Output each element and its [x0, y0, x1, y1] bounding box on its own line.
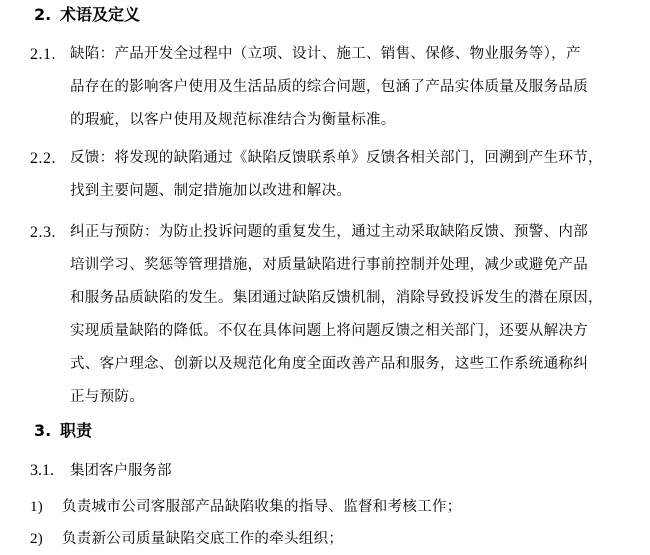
clause-line: 的瑕疵，以客户使用及规范标准结合为衡量标准。 [70, 112, 396, 128]
clause-2-2 [30, 142, 636, 208]
clause-line: 实现质量缺陷的降低。不仅在具体问题上将问题反馈之相关部门，还要从解决方 [70, 323, 588, 339]
section-title: 术语及定义 [60, 5, 141, 24]
clause-body [70, 216, 636, 414]
clause-line: 式、客户理念、创新以及规范化角度全面改善产品和服务，这些工作系统通称纠 [70, 356, 588, 372]
clause-line: 纠正与预防：为防止投诉问题的重复发生，通过主动采取缺陷反馈、预警、内部 [70, 224, 588, 240]
list-item [30, 529, 343, 549]
subsection-3-1 [30, 461, 172, 481]
clause-2-3 [30, 216, 636, 414]
section-heading-2 [34, 5, 140, 25]
clause-number: 2.3. [30, 224, 56, 241]
clause-line: 品存在的影响客户使用及生活品质的综合问题，包涵了产品实体质量及服务品质 [70, 79, 588, 95]
clause-line: 和服务品质缺陷的发生。集团通过缺陷反馈机制，消除导致投诉发生的潜在原因， [70, 290, 603, 306]
subsection-title: 集团客户服务部 [70, 463, 172, 479]
item-text: 负责新公司质量缺陷交底工作的牵头组织； [62, 531, 344, 547]
section-heading-3 [34, 421, 92, 441]
clause-number: 2.1. [30, 46, 56, 63]
clause-line: 反馈：将发现的缺陷通过《缺陷反馈联系单》反馈各相关部门，回溯到产生环节， [70, 150, 603, 166]
list-item [30, 497, 462, 517]
clause-line: 缺陷：产品开发全过程中（立项、设计、施工、销售、保修、物业服务等），产 [70, 46, 581, 62]
clause-line: 正与预防。 [70, 389, 144, 405]
clause-body [70, 38, 636, 137]
clause-number: 2.2. [30, 150, 56, 167]
section-title: 职责 [60, 421, 93, 440]
clause-line: 培训学习、奖惩等管理措施，对质量缺陷进行事前控制并处理，减少或避免产品 [70, 257, 588, 273]
section-number: 2. [34, 5, 52, 24]
section-number: 3. [34, 421, 52, 440]
clause-line: 找到主要问题、制定措施加以改进和解决。 [70, 183, 352, 199]
item-number: 2) [30, 531, 44, 547]
subsection-number: 3.1. [30, 462, 54, 479]
clause-2-1 [30, 38, 636, 137]
item-number: 1) [30, 499, 44, 515]
clause-body [70, 142, 636, 208]
item-text: 负责城市公司客服部产品缺陷收集的指导、监督和考核工作； [62, 499, 462, 515]
